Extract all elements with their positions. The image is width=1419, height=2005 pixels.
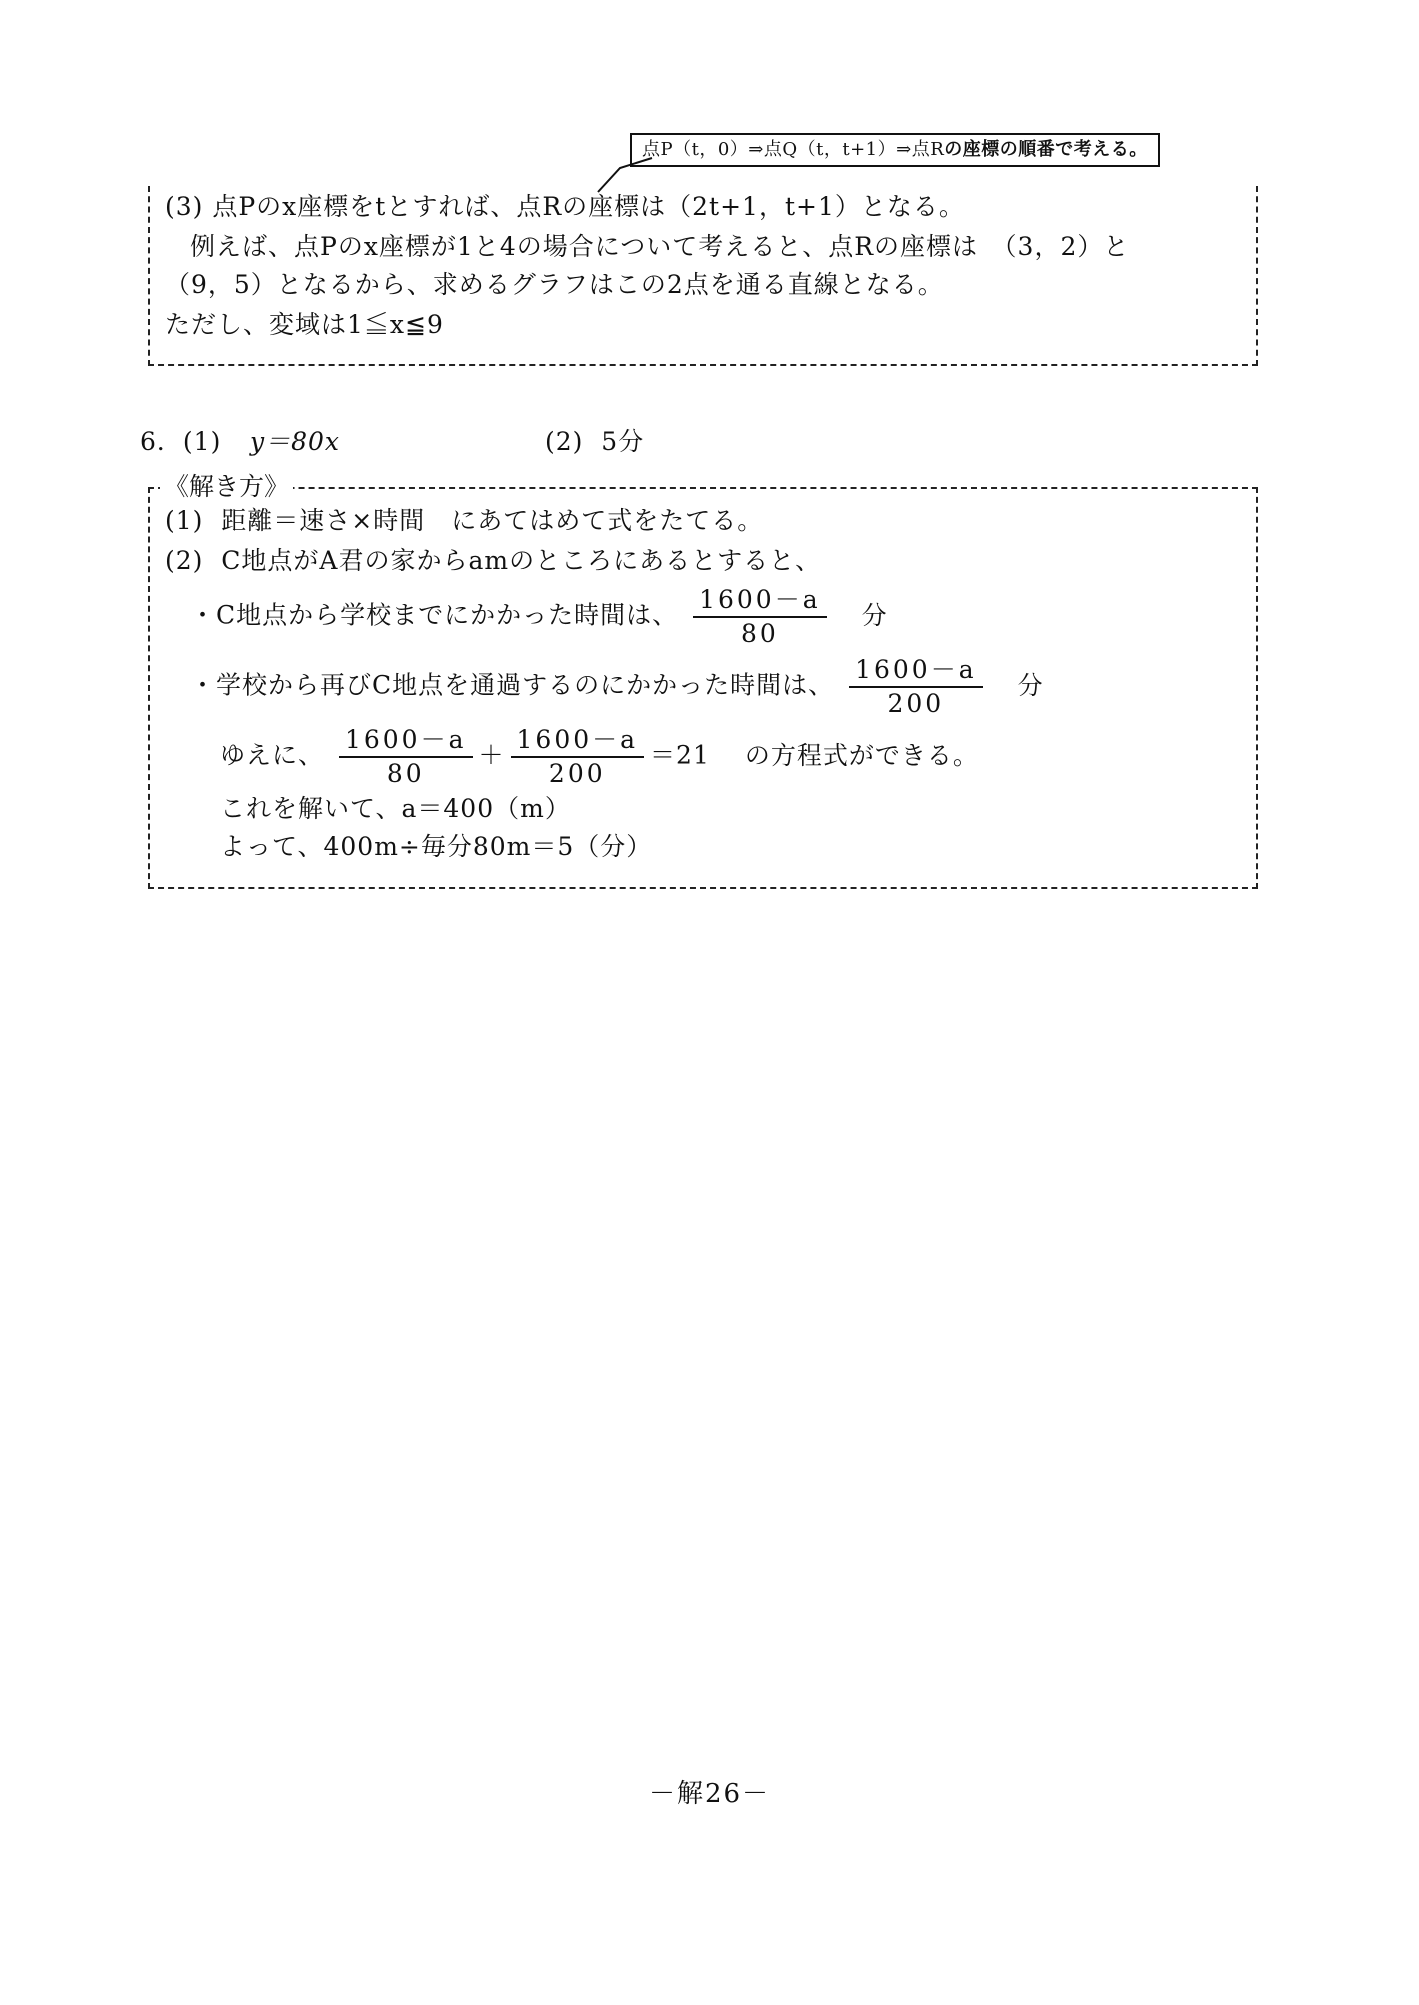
bullet-2-numerator: 1600－a xyxy=(849,654,983,688)
bullet-1-denominator: 80 xyxy=(740,619,779,648)
bullet-1-fraction xyxy=(693,584,827,650)
equation-prefix: ゆえに、 xyxy=(220,740,325,770)
solution-box-title: 《解き方》 xyxy=(160,472,293,502)
equation-plus: ＋ xyxy=(478,740,505,770)
equation-numerator-1: 1600－a xyxy=(339,724,473,758)
callout-text: 点P（t，0）⇒点Q（t，t+1）⇒点R xyxy=(642,139,945,160)
callout-text-bold: の座標の順番で考える。 xyxy=(944,139,1148,160)
section-3-line-4: ただし、変域は1≦x≦9 xyxy=(165,310,444,339)
bullet-2-text: ・学校から再びC地点を通過するのにかかった時間は、 xyxy=(190,670,835,700)
equation-numerator-2: 1600－a xyxy=(511,724,645,758)
equation-fraction-2 xyxy=(511,724,645,790)
section-3-line-1: (3) 点Pのx座標をtとすれば、点Rの座標は（2t+1，t+1）となる。 xyxy=(165,192,965,221)
bullet-2-fraction xyxy=(849,654,983,720)
equation-suffix: の方程式ができる。 xyxy=(744,740,979,770)
bullet-1 xyxy=(190,584,888,650)
bullet-2 xyxy=(190,654,1044,720)
answer-2: (2) 5分 xyxy=(545,427,645,456)
bullet-1-unit: 分 xyxy=(861,600,888,630)
equation-denominator-2: 200 xyxy=(548,759,606,788)
equation-denominator-1: 80 xyxy=(386,759,425,788)
bullet-2-unit: 分 xyxy=(1017,670,1044,700)
equation-fraction-1 xyxy=(339,724,473,790)
solution-step-2: (2) C地点がA君の家からamのところにあるとすると、 xyxy=(165,546,822,575)
solve-line-1: これを解いて、a＝400（m） xyxy=(220,794,571,823)
page-number: －解26－ xyxy=(648,1779,771,1809)
solution-step-1: (1) 距離＝速さ×時間 にあてはめて式をたてる。 xyxy=(165,506,764,535)
answer-1: y＝80x xyxy=(250,427,341,456)
solve-line-2: よって、400m÷毎分80m＝5（分） xyxy=(220,832,653,861)
question-6-heading: 6．(1) xyxy=(140,427,222,456)
bullet-1-numerator: 1600－a xyxy=(693,584,827,618)
equation-rhs: ＝21 xyxy=(650,740,710,770)
section-3-line-2: 例えば、点Pのx座標が1と4の場合について考えると、点Rの座標は （3，2）と xyxy=(190,232,1130,261)
equation-line xyxy=(220,724,979,790)
bullet-1-text: ・C地点から学校までにかかった時間は、 xyxy=(190,600,679,630)
bullet-2-denominator: 200 xyxy=(887,689,945,718)
section-3-line-3: （9，5）となるから、求めるグラフはこの2点を通る直線となる。 xyxy=(165,270,944,299)
callout-note xyxy=(630,133,1160,167)
